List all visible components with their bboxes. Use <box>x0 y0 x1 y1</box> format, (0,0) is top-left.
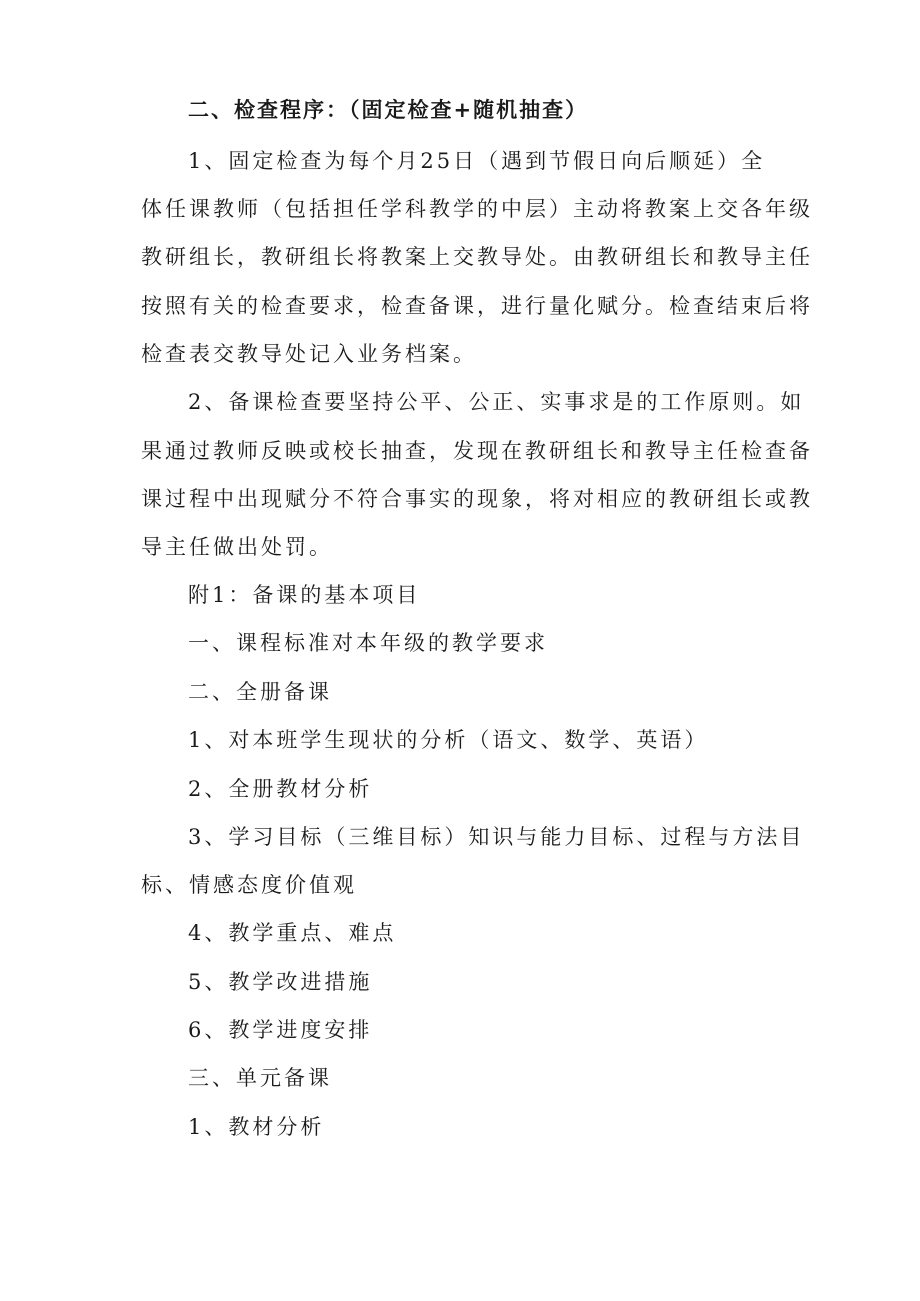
paragraph-line: 果通过教师反映或校长抽查，发现在教研组长和教导主任检查备 <box>141 439 813 463</box>
paragraph-line: 检查表交教导处记入业务档案。 <box>141 342 477 366</box>
paragraph-line: 2、备课检查要坚持公平、公正、实事求是的工作原则。如 <box>188 390 805 414</box>
list-item: 6、教学进度安排 <box>188 1018 373 1042</box>
list-item: 三、单元备课 <box>188 1066 332 1090</box>
appendix-title: 附1：备课的基本项目 <box>188 583 421 607</box>
list-item: 2、全册教材分析 <box>188 777 373 801</box>
list-item: 3、学习目标（三维目标）知识与能力目标、过程与方法目 <box>188 825 805 849</box>
paragraph-line: 按照有关的检查要求，检查备课，进行量化赋分。检查结束后将 <box>141 294 813 318</box>
paragraph-line: 课过程中出现赋分不符合事实的现象，将对相应的教研组长或教 <box>141 487 813 511</box>
paragraph-line: 导主任做出处罚。 <box>141 535 333 559</box>
paragraph-line: 1、固定检查为每个月25日（遇到节假日向后顺延）全 <box>188 149 766 173</box>
paragraph-line: 体任课教师（包括担任学科教学的中层）主动将教案上交各年级 <box>141 197 813 221</box>
list-item: 二、全册备课 <box>188 680 332 704</box>
list-item: 标、情感态度价值观 <box>141 873 357 897</box>
list-item: 一、课程标准对本年级的教学要求 <box>188 631 548 655</box>
paragraph-line: 教研组长，教研组长将教案上交教导处。由教研组长和教导主任 <box>141 245 813 269</box>
list-item: 1、教材分析 <box>188 1115 325 1139</box>
list-item: 1、对本班学生现状的分析（语文、数学、英语） <box>188 728 709 752</box>
section-heading: 二、检查程序：（固定检查+随机抽查） <box>188 98 589 122</box>
list-item: 4、教学重点、难点 <box>188 921 397 945</box>
list-item: 5、教学改进措施 <box>188 970 373 994</box>
